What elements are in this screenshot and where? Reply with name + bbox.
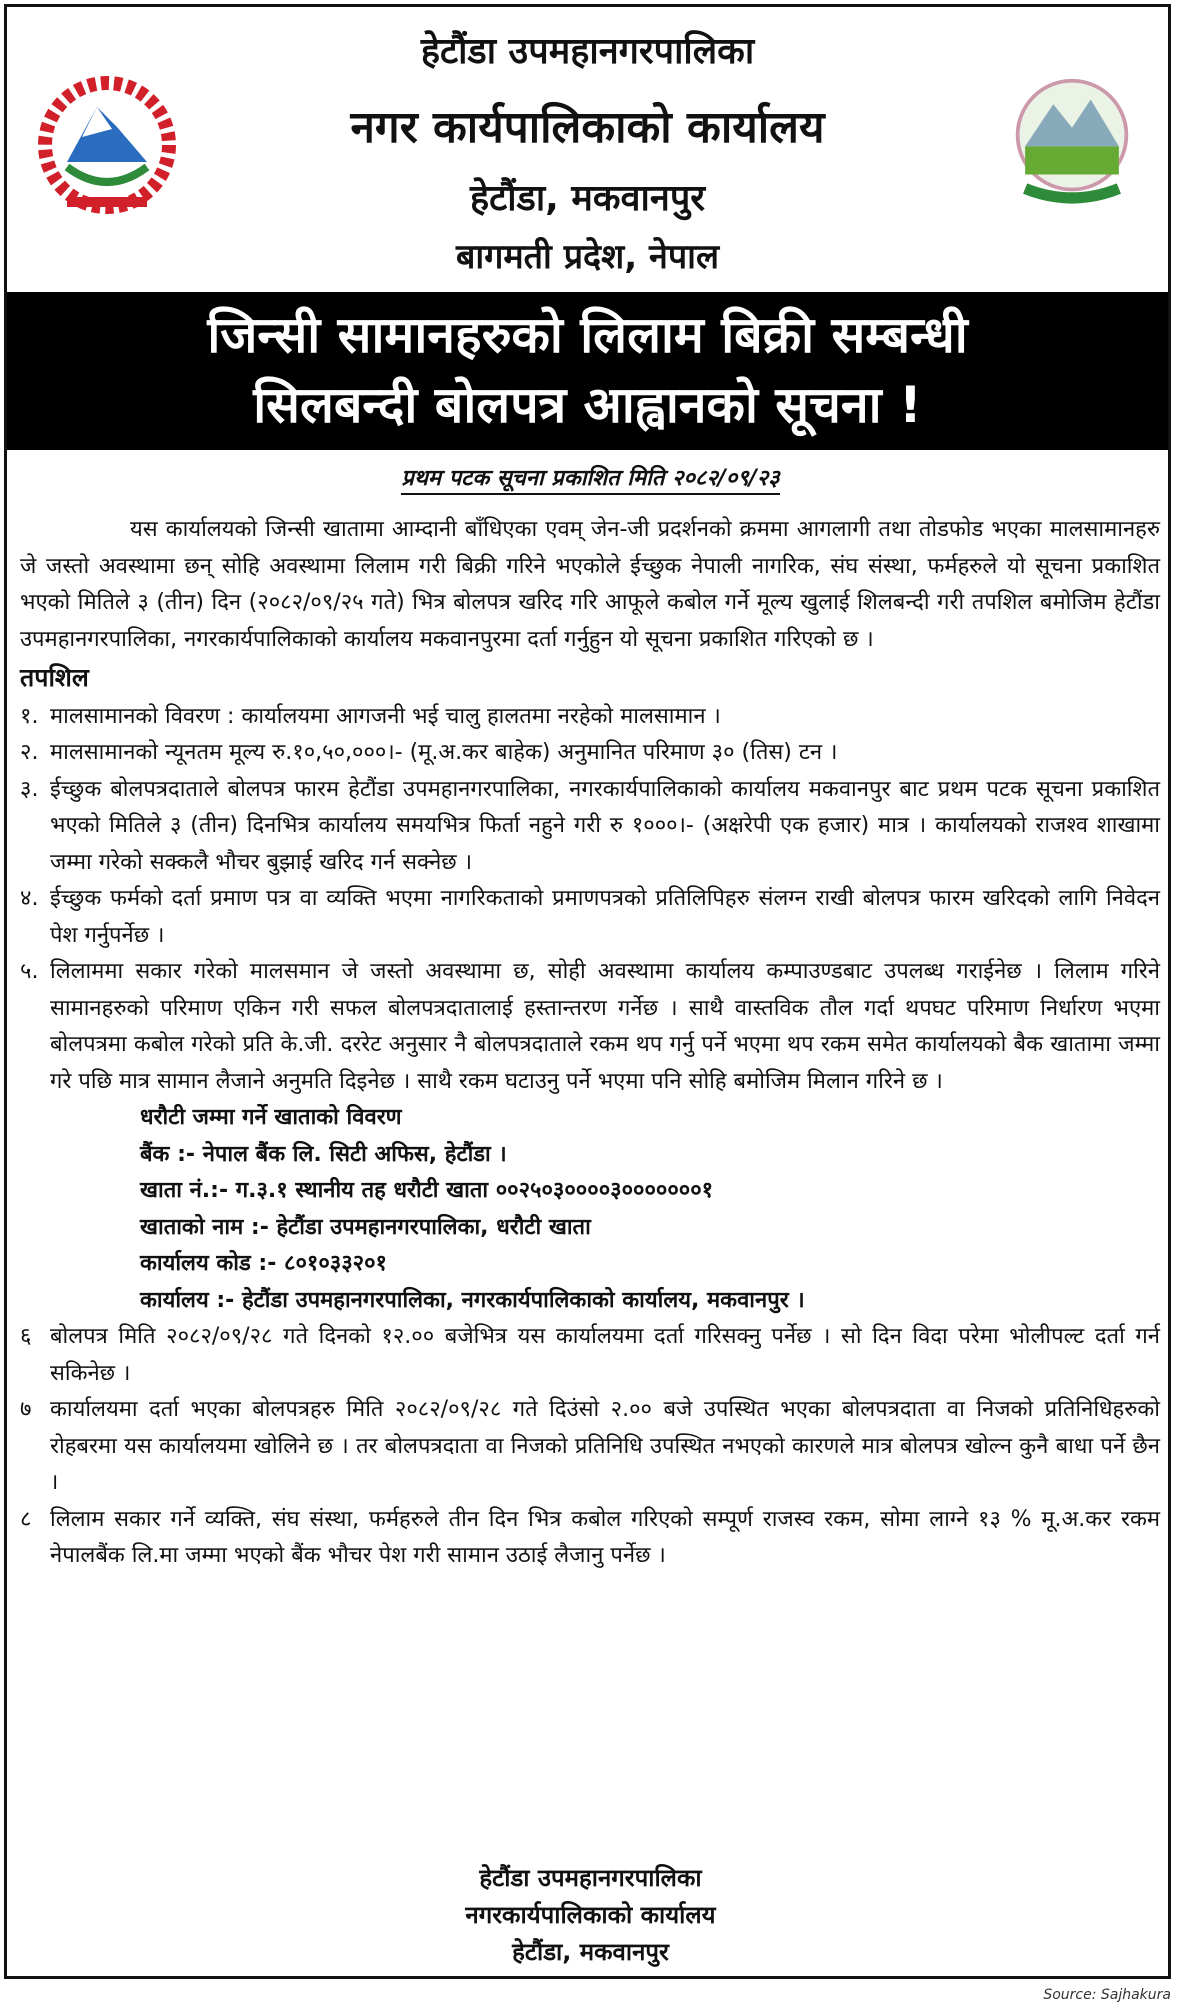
notice-title-banner xyxy=(7,292,1168,450)
notice-title-line1: जिन्सी सामानहरुको लिलाम बिक्री सम्बन्धी xyxy=(207,306,968,364)
deposit-office-code: कार्यालय कोड :- ८०१०३३२०१ xyxy=(140,1251,387,1276)
header xyxy=(7,7,1168,292)
list-item: २. मालसामानको न्यूनतम मूल्य रु.१०,५०,०००।- (मू.अ.कर बाहेक) अनुमानित परिमाण ३० (तिस) टन । xyxy=(20,740,838,765)
notice-title-line2: सिलबन्दी बोलपत्र आह्वानको सूचना ! xyxy=(253,376,922,434)
footer-location: हेटौंडा, मकवानपुर xyxy=(512,1938,669,1966)
footer-office: नगरकार्यपालिकाको कार्यालय xyxy=(465,1901,716,1929)
deposit-bank: बैंक :- नेपाल बैंक लि. सिटी अफिस, हेटौंडा । xyxy=(140,1141,507,1167)
signature-block xyxy=(0,1860,1181,1971)
deposit-office: कार्यालय :- हेटौंडा उपमहानगरपालिका, नगरकार्यपालिकाको कार्यालय, मकवानपुर । xyxy=(140,1287,805,1313)
list-item: १. मालसामानको विवरण : कार्यालयमा आगजनी भई चालु हालतमा नरहेको मालसामान । xyxy=(20,703,721,729)
deposit-account-number: खाता नं.:- ग.३.१ स्थानीय तह धरौटी खाता ००२५०३००००३०००००००१ xyxy=(140,1178,714,1203)
office-location: हेटौंडा, मकवानपुर xyxy=(469,178,706,219)
intro-paragraph: यस कार्यालयको जिन्सी खातामा आम्दानी बाँधिएका एवम् जेन-जी प्रदर्शनको क्रममा आगलागी तथा तोडफोड भएका मालसामानहरु जे जस्तो अवस्थामा छन् सोहि अवस्थामा लिलाम गरी बिक्री गरिने भएकोले ईच्छुक नेपाली नागरिक, संघ संस्था, फर्महरुले यो सूचना प्रकाशित भएको मितिले ३ (तीन) दिन (२०८२/०९/२५ गते) भित्र बोलपत्र खरिद गरि आफूले कबोल गर्ने मूल्य खुलाई शिलबन्दी गरी तपशिल बमोजिम हेटौंडा उपमहानगरपालिका, नगरकार्यपालिकाको कार्यालय मकवानपुरमा दर्ता गर्नुहुन यो सूचना प्रकाशित गरिएको छ । xyxy=(20,517,1160,652)
municipality-logo-icon xyxy=(992,62,1152,212)
list-item: ४. ईच्छुक फर्मको दर्ता प्रमाण पत्र वा व्यक्ति भएमा नागरिकताको प्रमाणपत्रको प्रतिलिपिहरु संलग्न राखी बोलपत्र फारम खरिदको लागि निवेदन पेश गर्नुपर्नेछ । xyxy=(20,886,1160,948)
province-country: बागमती प्रदेश, नेपाल xyxy=(455,237,720,277)
list-item: ८ लिलाम सकार गर्ने व्यक्ति, संघ संस्था, फर्महरुले तीन दिन भित्र कबोल गरिएको सम्पूर्ण राजस्व रकम, सोमा लाग्ने १३ % मू.अ.कर रकम नेपालबैंक लि.मा जम्मा भएको बैंक भौचर पेश गरी सामान उठाई लैजानु पर्नेछ । xyxy=(20,1506,1160,1568)
list-item: ६ बोलपत्र मिति २०८२/०९/२८ गते दिनको १२.०० बजेभित्र यस कार्यालयमा दर्ता गरिसक्नु पर्नेछ । सो दिन विदा परेमा भोलीपल्ट दर्ता गर्न सकिनेछ । xyxy=(20,1324,1160,1386)
publish-date: प्रथम पटक सूचना प्रकाशित मिति २०८२/०९/२३ xyxy=(0,462,1181,492)
municipality-name: हेटौंडा उपमहानगरपालिका xyxy=(420,31,755,72)
deposit-details xyxy=(140,1100,1160,1319)
list-item: ३. ईच्छुक बोलपत्रदाताले बोलपत्र फारम हेटौंडा उपमहानगरपालिका, नगरकार्यपालिकाको कार्यालय मकवानपुर बाट प्रथम पटक सूचना प्रकाशित भएको मितिले ३ (तीन) दिनभित्र कार्यालय समयभित्र फिर्ता नहुने गरी रु १०००।- (अक्षरेपी एक हजार) मात्र । कार्यालयको राजश्व शाखामा जम्मा गरेको सक्कलै भौचर बुझाई खरिद गर्न सक्नेछ । xyxy=(20,776,1160,875)
deposit-account-name: खाताको नाम :- हेटौंडा उपमहानगरपालिका, धरौटी खाता xyxy=(140,1214,591,1240)
details-heading: तपशिल xyxy=(20,663,89,692)
list-item: ५. लिलाममा सकार गरेको मालसमान जे जस्तो अवस्थामा छ, सोही अवस्थामा कार्यालय कम्पाउण्डबाट उपलब्ध गराईनेछ । लिलाम गरिने सामानहरुको परिमाण एकिन गरी सफल बोलपत्रदातालाई हस्तान्तरण गर्नेछ । साथै वास्तविक तौल गर्दा थपघट परिमाण निर्धारण भएमा बोलपत्रमा कबोल गरेको प्रति के.जी. दररेट अनुसार नै बोलपत्रदाताले रकम थप गर्नु पर्ने भएमा थप रकम समेत कार्यालयको बैक खातामा जम्मा गरे पछि मात्र सामान लैजाने अनुमति दिइनेछ । साथै रकम घटाउनु पर्ने भएमा पनि सोहि बमोजिम मिलान गरिने छ । xyxy=(20,959,1160,1094)
footer-municipality: हेटौंडा उपमहानगरपालिका xyxy=(479,1864,702,1892)
deposit-heading: धरौटी जम्मा गर्ने खाताको विवरण xyxy=(140,1105,402,1130)
list-item: ७ कार्यालयमा दर्ता भएका बोलपत्रहरु मिति २०८२/०९/२८ गते दिउंसो २.०० बजे उपस्थित भएका बोलपत्रदाता वा निजको प्रतिनिधिहरुको रोहबरमा यस कार्यालयमा खोलिने छ । तर बोलपत्रदाता वा निजको प्रतिनिधि उपस्थित नभएको कारणले मात्र बोलपत्र खोल्न कुनै बाधा पर्ने छैन । xyxy=(20,1397,1160,1495)
notice-body xyxy=(20,512,1160,1575)
office-name: नगर कार्यपालिकाको कार्यालय xyxy=(350,102,825,153)
source-credit: Source: Sajhakura xyxy=(1043,1987,1171,2003)
